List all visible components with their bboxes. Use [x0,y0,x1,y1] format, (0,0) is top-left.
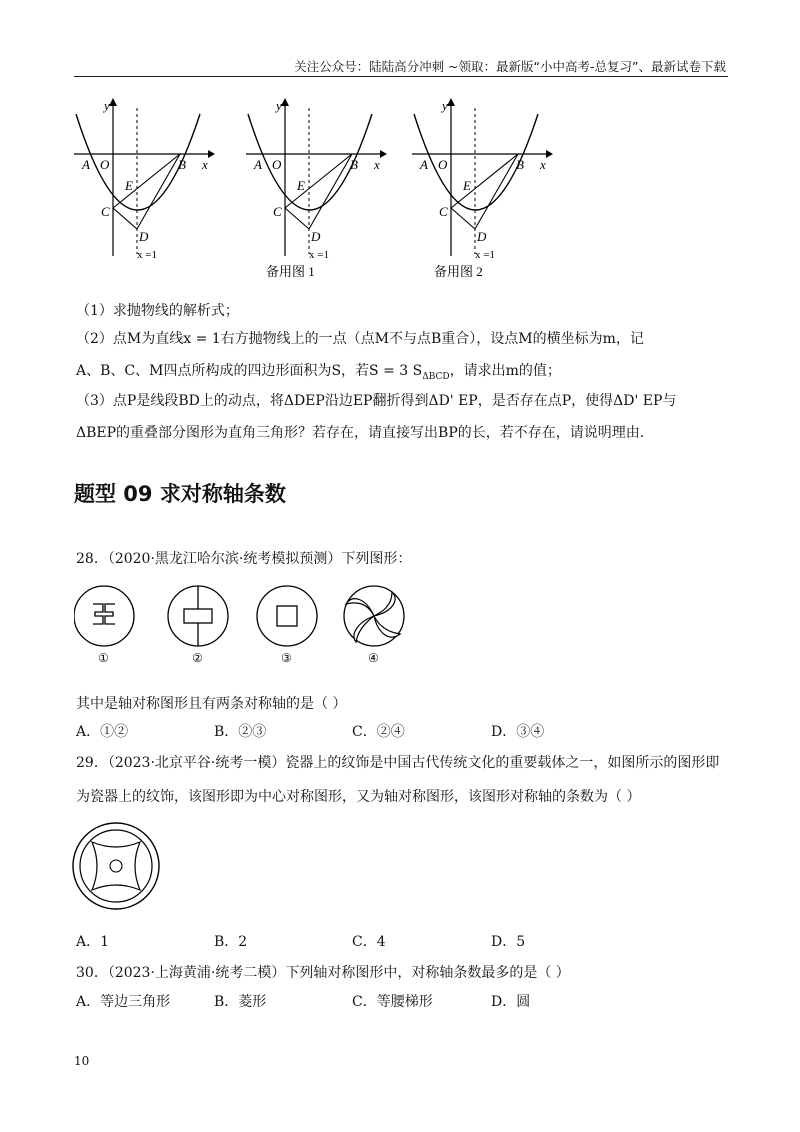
caption-2: 备用图 2 [434,264,483,279]
q28-option-b: B．②③ [214,724,267,740]
q28-figures [74,582,414,672]
point-b-label: B [178,157,186,172]
point-d-label: D [139,229,149,244]
origin-label: O [100,157,110,172]
figure-2 [168,586,228,646]
q29-stem-2: 为瓷器上的纹饰，该图形即为中心对称图形，又为轴对称图形，该图形对称轴的条数为（ ） [76,789,641,805]
axis-x1-label: x =1 [137,249,157,261]
q30-option-a: A．等边三角形 [76,994,171,1010]
point-a-label: A [82,157,90,172]
q29-option-d: D．5 [491,934,526,950]
q27-part3b: ΔBEP的重叠部分图形为直角三角形？若存在，请直接写出BP的长，若不存在，请说明理由. [76,425,645,441]
q29-stem-1: 29．（2023·北京平谷·统考一模）瓷器上的纹饰是中国古代传统文化的重要载体之一，如图所示的图形即 [76,755,720,771]
q29-option-a: A．1 [76,934,110,950]
x-axis-label: x [202,157,208,172]
q27-part3a: （3）点P是线段BD上的动点，将ΔDEP沿边EP翻折得到ΔD' EP，是否存在点P，使得ΔD' EP与 [76,393,677,409]
q29-option-c: C．4 [352,934,386,950]
q27-part2a: （2）点M为直线x = 1右方抛物线上的一点（点M不与点B重合），设点M的横坐标为m，记 [76,331,644,347]
figure-4-label: ④ [368,651,379,665]
point-e-label: E [125,178,133,193]
q28-question: 其中是轴对称图形且有两条对称轴的是（ ） [76,696,347,712]
q30-option-b: B．菱形 [214,994,267,1010]
q30-option-d: D．圆 [491,994,531,1010]
parabola-figure [74,98,215,261]
q30-option-c: C．等腰梯形 [352,994,433,1010]
q30-stem: 30．（2023·上海黄浦·统考二模）下列轴对称图形中，对称轴条数最多的是（ ） [76,965,570,981]
point-c-label: C [101,204,110,219]
page-number: 10 [74,1054,90,1068]
q28-stem: 28．（2020·黑龙江哈尔滨·统考模拟预测）下列图形： [76,551,412,567]
q27-part1: （1）求抛物线的解析式； [76,303,239,319]
figure-3 [257,586,317,646]
figure-2-label: ② [192,651,203,665]
caption-1: 备用图 1 [266,264,315,279]
header-divider [74,76,728,77]
q27-part2b: A、B、C、M四点所构成的四边形面积为S，若S = 3 $S_{\Delta BCD}$，请求出m的值； [76,363,561,382]
figure-3-label: ③ [281,651,292,665]
q29-figure [72,820,162,912]
section-title: 题型 09 求对称轴条数 [74,482,286,506]
y-axis-label: y [104,98,110,113]
q29-option-b: B．2 [214,934,248,950]
figure-1-label: ① [98,651,109,665]
parabola-figures [70,96,560,286]
q28-option-d: D．③④ [491,724,545,740]
q28-option-c: C．②④ [352,724,405,740]
header-text: 关注公众号：陆陆高分冲刺 ~领取：最新版“小中高考-总复习”、最新试卷下载 [294,59,726,74]
q28-option-a: A．①② [76,724,129,740]
figure-1 [74,586,134,646]
figure-4 [344,586,404,646]
